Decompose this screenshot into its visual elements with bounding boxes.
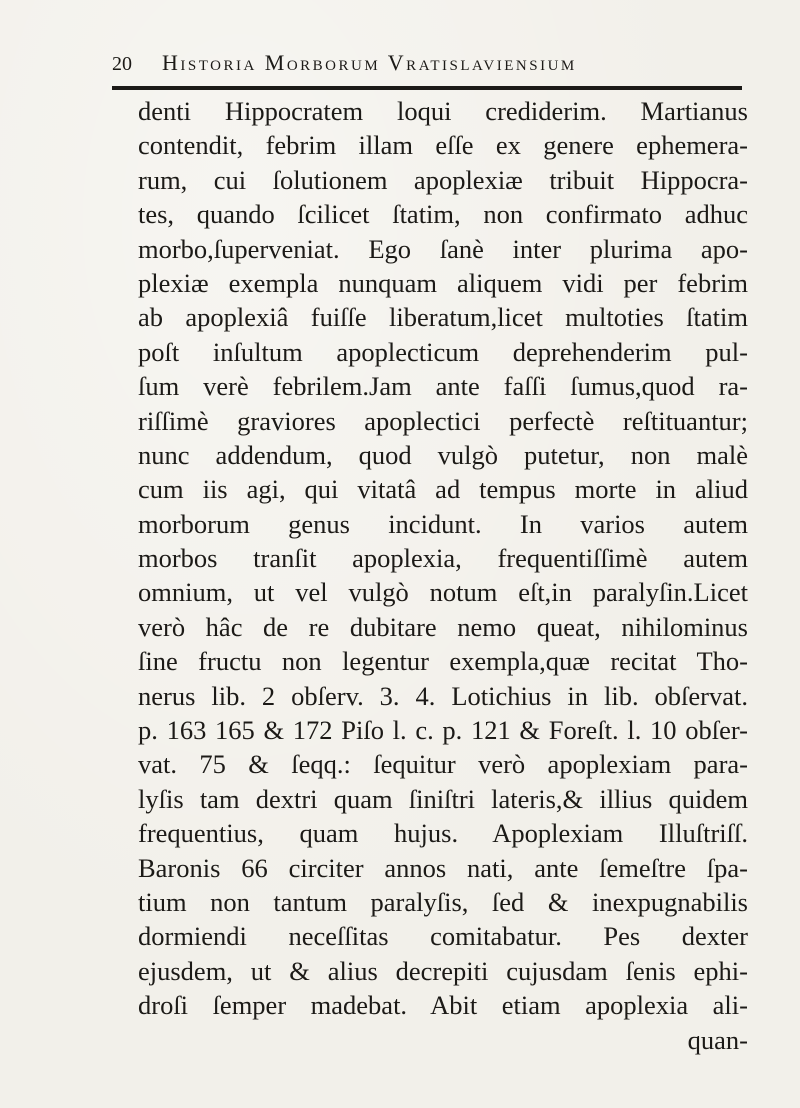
text-line: plexiæ exempla nunquam aliquem vidi per febrim [138,267,748,298]
body-text [138,94,748,1057]
text-line: droſi ſemper madebat. Abit etiam apoplexia ali- [138,990,748,1021]
running-head [112,50,742,90]
text-line: lyſis tam dextri quam ſiniſtri lateris,& illius quidem [138,783,748,814]
text-line: Baronis 66 circiter annos nati, ante ſemeſtre ſpa- [138,852,748,883]
text-line: denti Hippocratem loqui crediderim. Martianus [138,96,748,126]
text-line: morbos tranſit apoplexia, frequentiſſimè autem [138,543,748,574]
header-rule [112,86,742,90]
text-line: riſſimè graviores apoplectici perfectè reſtituantur; [138,405,748,436]
text-line: poſt inſultum apoplecticum deprehenderim pul- [138,336,748,367]
text-line: dormiendi neceſſitas comitabatur. Pes dexter [138,921,748,952]
text-line: morborum genus incidunt. In varios autem [138,508,748,539]
text-line: nerus lib. 2 obſerv. 3. 4. Lotichius in lib. obſervat. [138,680,748,711]
text-line: morbo,ſuperveniat. Ego ſanè inter plurima apo- [138,233,748,264]
text-line: ab apoplexiâ fuiſſe liberatum,licet multoties ſtatim [138,302,748,333]
text-line: verò hâc de re dubitare nemo queat, nihilominus [138,611,748,642]
text-line: vat. 75 & ſeqq.: ſequitur verò apoplexiam para- [138,749,748,780]
running-title: Historia Morborum Vratislaviensium [162,50,577,75]
page-number: 20 [112,53,132,75]
text-line: rum, cui ſolutionem apoplexiæ tribuit Hippocra- [138,164,748,195]
text-line: ſine fructu non legentur exempla,quæ recitat Tho- [138,646,748,677]
text-line: omnium, ut vel vulgò notum eſt,in paralyſin.Licet [138,577,748,608]
text-line: nunc addendum, quod vulgò putetur, non malè [138,439,748,470]
text-line: cum iis agi, qui vitatâ ad tempus morte in aliud [138,474,748,505]
text-line: contendit, febrim illam eſſe ex genere ephemera- [138,130,748,161]
catchword: quan- [687,1024,748,1055]
text-line: p. 163 165 & 172 Piſo l. c. p. 121 & Foreſt. l. 10 obſer- [138,715,748,746]
text-line: ſum verè febrilem.Jam ante faſſi ſumus,quod ra- [138,371,748,402]
text-line: tium non tantum paralyſis, ſed & inexpugnabilis [138,886,748,917]
text-line: frequentius, quam hujus. Apoplexiam Illuſtriſſ. [138,818,748,849]
text-line: ejusdem, ut & alius decrepiti cujusdam ſenis ephi- [138,955,748,986]
text-line: tes, quando ſcilicet ſtatim, non confirmato adhuc [138,199,748,230]
